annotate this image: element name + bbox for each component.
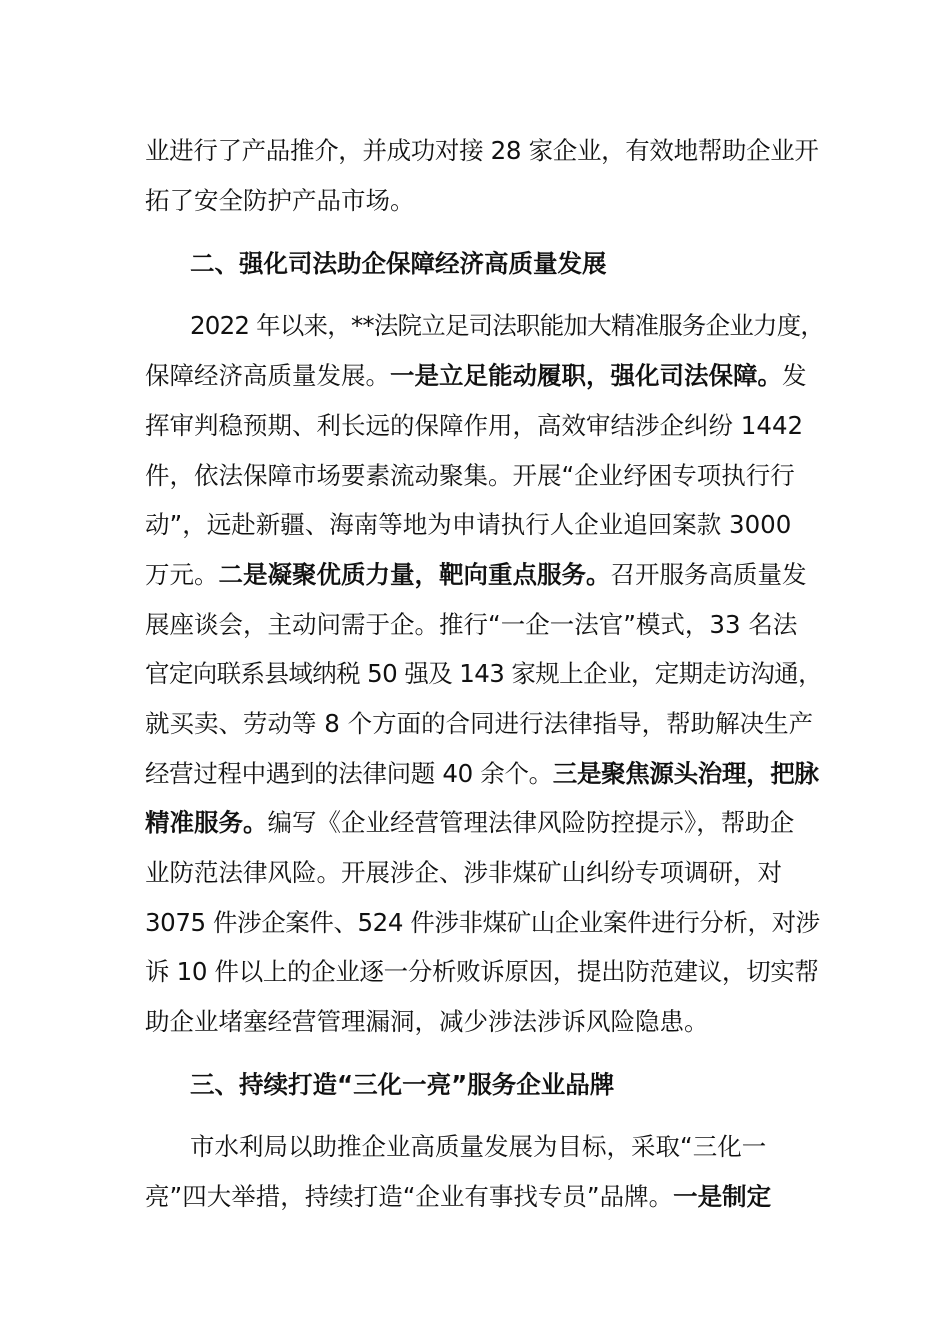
- paragraph-line: [145, 558, 815, 592]
- paragraph-line: [145, 757, 819, 791]
- paragraph-line: [145, 608, 815, 642]
- text-segment: 保障经济高质量发展。: [145, 361, 390, 390]
- text-segment: 件，依法保障市场要素流动聚集。开展“企业纾困专项执行行: [145, 461, 795, 490]
- text-segment: 3075 件涉企案件、524 件涉非煤矿山企业案件进行分析，对涉: [145, 908, 820, 937]
- text-segment: 发: [782, 361, 807, 390]
- paragraph-line: [145, 806, 815, 840]
- paragraph-line: [145, 657, 822, 691]
- paragraph-line: [190, 1130, 815, 1164]
- paragraph-line: [145, 359, 815, 393]
- paragraph-line: [145, 1180, 815, 1214]
- text-segment: 挥审判稳预期、利长远的保障作用，高效审结涉企纠纷 1442: [145, 411, 804, 440]
- heading-text: 二、强化司法助企保障经济高质量发展: [190, 249, 607, 278]
- text-segment: 召开服务高质量发: [610, 560, 807, 589]
- bold-text-segment: 精准服务。: [145, 808, 268, 837]
- paragraph-line: [145, 955, 819, 989]
- text-segment: 业防范法律风险。开展涉企、涉非煤矿山纠纷专项调研，对: [145, 858, 782, 887]
- section-heading-2: [190, 247, 860, 281]
- section-heading-3: [190, 1068, 860, 1102]
- text-segment: 市水利局以助推企业高质量发展为目标，采取“三化一: [190, 1132, 767, 1161]
- text-segment: 助企业堵塞经营管理漏洞，减少涉法涉诉风险隐患。: [145, 1007, 709, 1036]
- text-segment: 就买卖、劳动等 8 个方面的合同进行法律指导，帮助解决生产: [145, 709, 814, 738]
- text-segment: 展座谈会，主动问需于企。推行“一企一法官”模式，33 名法: [145, 610, 798, 639]
- bold-text-segment: 二是凝聚优质力量，靶向重点服务。: [218, 560, 611, 589]
- text-segment: 2022 年以来，**法院立足司法职能加大精准服务企业力度，: [190, 311, 825, 340]
- paragraph-line: [145, 134, 819, 168]
- text-segment: 官定向联系县域纳税 50 强及 143 家规上企业，定期走访沟通，: [145, 659, 822, 688]
- text-segment: 动”，远赴新疆、海南等地为申请执行人企业追回案款 3000: [145, 510, 792, 539]
- text-segment: 万元。: [145, 560, 219, 589]
- bold-text-segment: 一是制定: [673, 1182, 772, 1211]
- paragraph-line: [145, 906, 820, 940]
- bold-text-segment: 一是立足能动履职，强化司法保障。: [390, 361, 782, 390]
- text-segment: 编写《企业经营管理法律风险防控提示》，帮助企: [267, 808, 795, 837]
- paragraph-line: [145, 707, 815, 741]
- paragraph-line: [145, 856, 815, 890]
- paragraph-line: [145, 409, 815, 443]
- text-segment: 诉 10 件以上的企业逐一分析败诉原因，提出防范建议，切实帮: [145, 957, 819, 986]
- paragraph-line: [145, 459, 815, 493]
- text-segment: 亮”四大举措，持续打造“企业有事找专员”品牌。: [145, 1182, 674, 1211]
- paragraph-line: [145, 508, 815, 542]
- text-segment: 经营过程中遇到的法律问题 40 余个。: [145, 759, 553, 788]
- text-segment: 拓了安全防护产品市场。: [145, 186, 415, 215]
- heading-text: 三、持续打造“三化一亮”服务企业品牌: [190, 1070, 615, 1099]
- paragraph-line: [145, 1005, 815, 1039]
- bold-text-segment: 三是聚焦源头治理，把脉: [552, 759, 819, 788]
- text-segment: 业进行了产品推介，并成功对接 28 家企业，有效地帮助企业开: [145, 136, 819, 165]
- paragraph-line: [190, 309, 825, 343]
- paragraph-line: [145, 184, 815, 218]
